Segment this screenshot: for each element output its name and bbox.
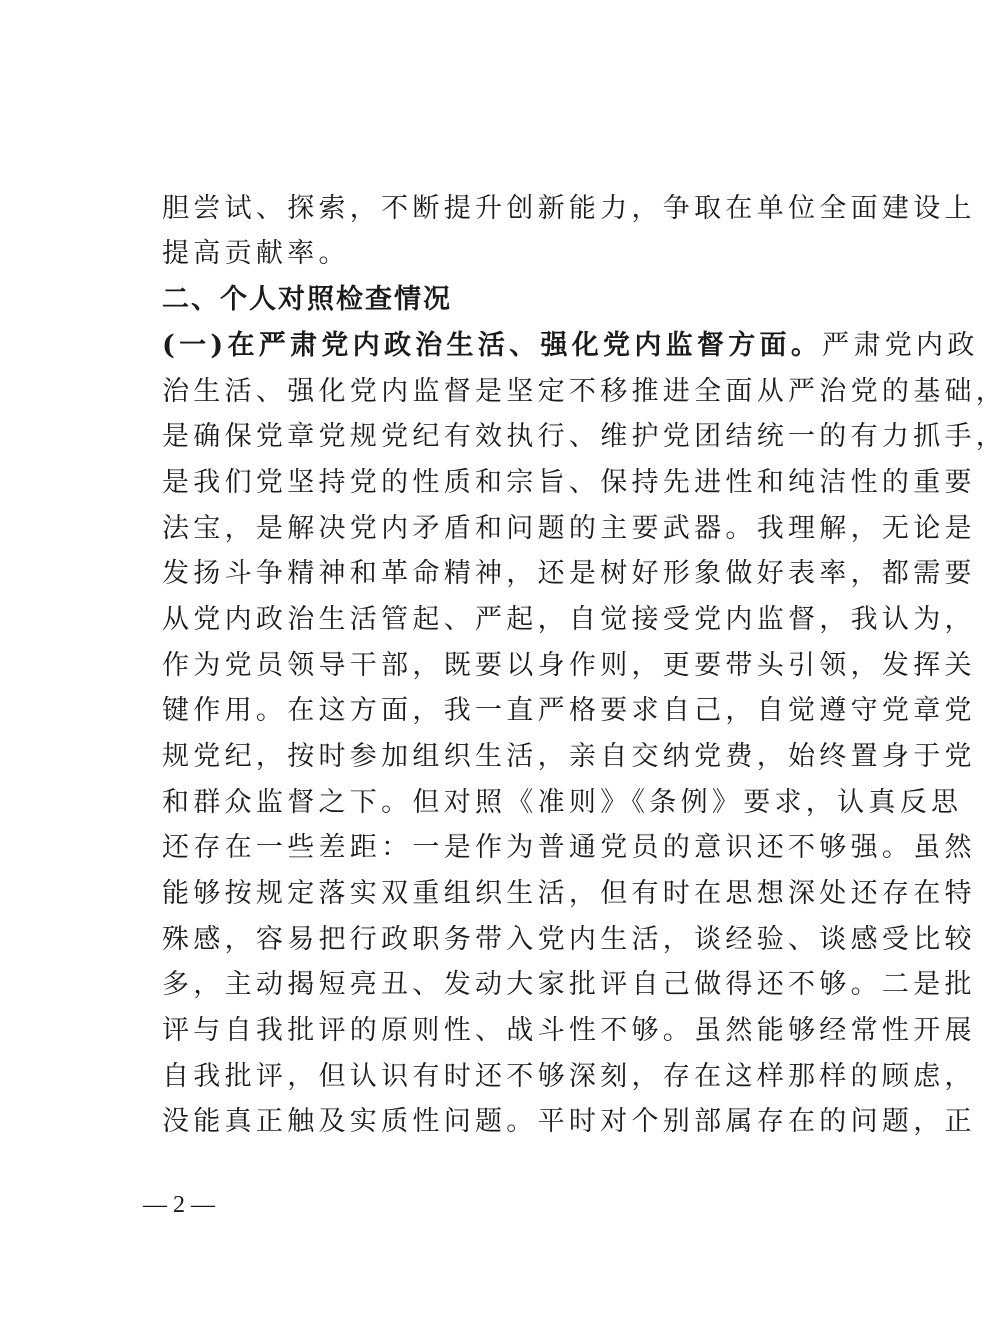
subheading-line <box>162 328 979 364</box>
paragraph-line: 发扬斗争精神和革命精神，还是树好形象做好表率，都需要 <box>162 558 976 589</box>
paragraph-line: 键作用。在这方面，我一直严格要求自己，自觉遵守党章党 <box>162 695 976 726</box>
paragraph-line: 是确保党章党规党纪有效执行、维护党团结统一的有力抓手， <box>162 421 1007 452</box>
paragraph-line: 胆尝试、探索，不断提升创新能力，争取在单位全面建设上 <box>162 193 976 224</box>
paragraph-line: 法宝，是解决党内矛盾和问题的主要武器。我理解，无论是 <box>162 513 976 544</box>
page-number: — 2 — <box>143 1192 215 1218</box>
subheading-text: 严肃党内政 <box>822 330 979 361</box>
paragraph-line: 多，主动揭短亮丑、发动大家批评自己做得还不够。二是批 <box>162 969 976 1000</box>
paragraph-line: 和群众监督之下。但对照《准则》《条例》要求，认真反思 <box>162 787 963 818</box>
paragraph-line: 评与自我批评的原则性、战斗性不够。虽然能够经常性开展 <box>162 1015 976 1046</box>
section-heading: 二、个人对照检查情况 <box>162 284 452 315</box>
paragraph-line: 规党纪，按时参加组织生活，亲自交纳党费，始终置身于党 <box>162 741 976 772</box>
paragraph-line: 殊感，容易把行政职务带入党内生活，谈经验、谈感受比较 <box>162 924 976 955</box>
paragraph-line: 作为党员领导干部，既要以身作则，更要带头引领，发挥关 <box>162 650 976 681</box>
paragraph-line: 是我们党坚持党的性质和宗旨、保持先进性和纯洁性的重要 <box>162 467 976 498</box>
paragraph-line: 能够按规定落实双重组织生活，但有时在思想深处还存在特 <box>162 878 976 909</box>
paragraph-line: 提高贡献率。 <box>162 238 350 269</box>
paragraph-line: 自我批评，但认识有时还不够深刻，存在这样那样的顾虑， <box>162 1061 976 1092</box>
paragraph-line: 从党内政治生活管起、严起，自觉接受党内监督，我认为， <box>162 604 976 635</box>
paragraph-line: 治生活、强化党内监督是坚定不移推进全面从严治党的基础， <box>162 376 1007 407</box>
paragraph-line: 还存在一些差距：一是作为普通党员的意识还不够强。虽然 <box>162 832 976 863</box>
subheading-title: (一)在严肃党内政治生活、强化党内监督方面。 <box>162 330 823 361</box>
paragraph-line: 没能真正触及实质性问题。平时对个别部属存在的问题，正 <box>162 1106 976 1137</box>
